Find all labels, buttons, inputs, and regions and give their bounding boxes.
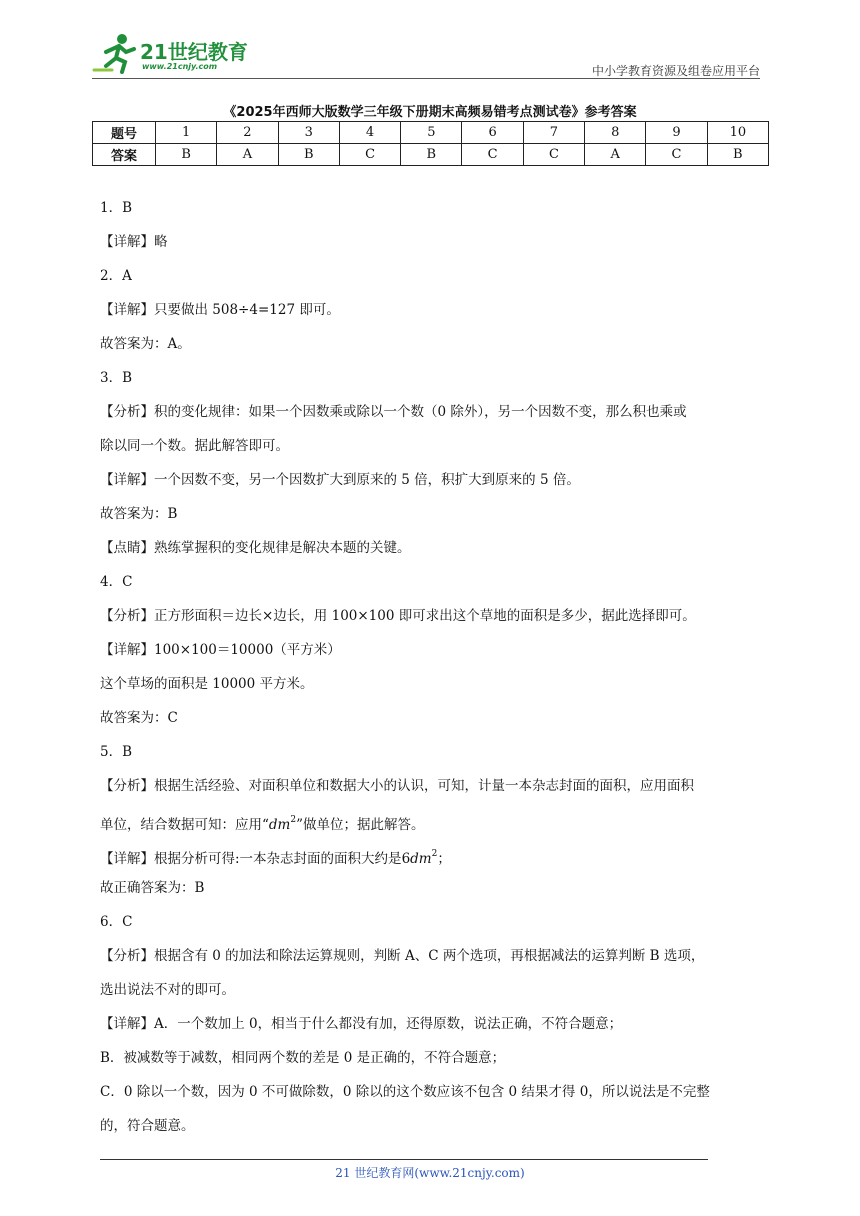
detail-text: 这个草场的面积是 10000 平方米。	[100, 676, 314, 692]
detail-text: 【详解】只要做出 508÷4=127 即可。	[100, 302, 340, 318]
detail-text	[100, 842, 780, 876]
text-segment: ；	[437, 851, 451, 867]
document-title: 《2025年西师大版数学三年级下册期末高频易错考点测试卷》参考答案	[223, 105, 637, 120]
answer-heading: 4．C	[100, 574, 133, 590]
conclusion-text: 故答案为：B	[100, 506, 178, 522]
answer-table	[92, 121, 769, 166]
page-header	[92, 32, 760, 80]
detail-text: 【详解】略	[100, 234, 168, 250]
answer-cell: B	[401, 144, 462, 166]
analysis-text: 选出说法不对的即可。	[100, 982, 235, 998]
header-divider	[92, 78, 760, 79]
text-segment: ”做单位；据此解答。	[296, 817, 425, 833]
question-number: 9	[646, 122, 707, 144]
question-number: 2	[217, 122, 278, 144]
analysis-text: 【分析】根据生活经验、对面积单位和数据大小的认识，可知，计量一本杂志封面的面积，应用面积	[100, 778, 694, 794]
area-number: 6	[401, 851, 411, 867]
logo-url: www.21cnjy.com	[142, 62, 218, 71]
answer-cell: B	[278, 144, 339, 166]
row-label-number: 题号	[93, 122, 156, 144]
analysis-text: 【分析】正方形面积＝边长×边长，用 100×100 即可求出这个草地的面积是多少，据此选择即可。	[100, 608, 696, 624]
unit-symbol: dm	[410, 851, 432, 867]
brand-logo	[92, 32, 262, 76]
analysis-text: 【分析】根据含有 0 的加法和除法运算规则，判断 A、C 两个选项，再根据减法的运算判断 B 选项，	[100, 948, 705, 964]
question-number: 7	[523, 122, 584, 144]
answer-row	[93, 144, 769, 166]
tip-text: 【点睛】熟练掌握积的变化规律是解决本题的关键。	[100, 540, 411, 556]
conclusion-text: 故正确答案为：B	[100, 880, 205, 896]
question-number: 4	[339, 122, 400, 144]
platform-name: 中小学教育资源及组卷应用平台	[591, 64, 760, 78]
question-number: 8	[585, 122, 646, 144]
answer-heading: 1．B	[100, 200, 133, 216]
answer-cell: C	[462, 144, 523, 166]
answer-cell: C	[339, 144, 400, 166]
answer-heading: 2．A	[100, 268, 132, 284]
answer-cell: A	[585, 144, 646, 166]
explanations	[100, 196, 780, 1148]
conclusion-text: 故答案为：A。	[100, 336, 191, 352]
answer-cell: C	[523, 144, 584, 166]
detail-text: 【详解】100×100＝10000（平方米）	[100, 642, 341, 658]
detail-text: B．被减数等于减数，相同两个数的差是 0 是正确的，不符合题意；	[100, 1050, 506, 1066]
detail-text: 【详解】一个因数不变，另一个因数扩大到原来的 5 倍，积扩大到原来的 5 倍。	[100, 472, 580, 488]
row-label-answer: 答案	[93, 144, 156, 166]
question-number: 10	[707, 122, 768, 144]
detail-text: 【详解】A．一个数加上 0，相当于什么都没有加，还得原数，说法正确，不符合题意；	[100, 1016, 623, 1032]
runner-icon	[92, 32, 140, 74]
answer-cell: A	[217, 144, 278, 166]
question-number: 1	[156, 122, 217, 144]
conclusion-text: 故答案为：C	[100, 710, 178, 726]
unit-exponent: 2	[431, 849, 438, 859]
analysis-text: 【分析】积的变化规律：如果一个因数乘或除以一个数（0 除外），另一个因数不变，那么积也乘或	[100, 404, 687, 420]
unit-exponent: 2	[290, 815, 297, 825]
question-number: 3	[278, 122, 339, 144]
footer-link[interactable]: 21 世纪教育网(www.21cnjy.com)	[335, 1166, 525, 1180]
answer-heading: 5．B	[100, 744, 133, 760]
logo-text: 21世纪教育	[140, 40, 248, 64]
analysis-text: 除以同一个数。据此解答即可。	[100, 438, 289, 454]
answer-cell: B	[156, 144, 217, 166]
text-segment: 【详解】根据分析可得:一本杂志封面的面积大约是	[100, 851, 402, 867]
text-segment: 单位，结合数据可知：应用“	[100, 817, 269, 833]
question-number: 6	[462, 122, 523, 144]
answer-cell: C	[646, 144, 707, 166]
question-number: 5	[401, 122, 462, 144]
unit-symbol: dm	[268, 817, 291, 833]
detail-text: 的，符合题意。	[100, 1118, 195, 1134]
question-number-row	[93, 122, 769, 144]
answer-cell: B	[707, 144, 768, 166]
analysis-text	[100, 808, 780, 842]
footer-divider	[100, 1159, 708, 1160]
answer-heading: 3．B	[100, 370, 133, 386]
detail-text: C．0 除以一个数，因为 0 不可做除数，0 除以的这个数应该不包含 0 结果才得 0，所以说法是不完整	[100, 1084, 710, 1100]
answer-heading: 6．C	[100, 914, 133, 930]
